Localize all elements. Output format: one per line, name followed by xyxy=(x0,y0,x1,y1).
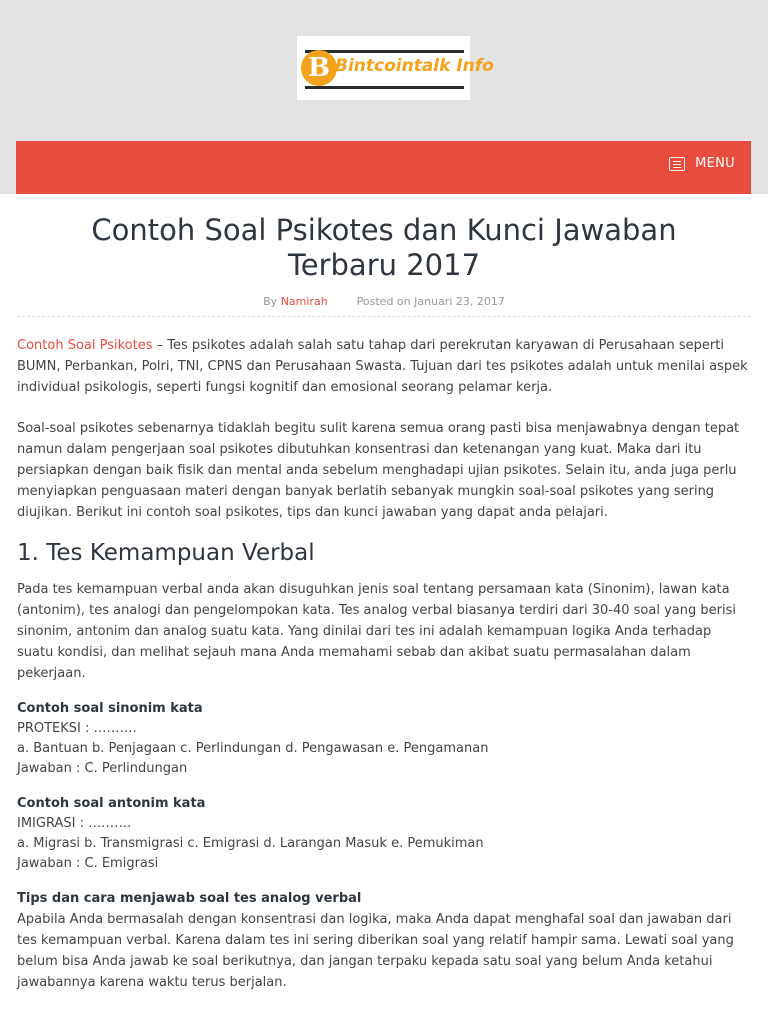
synonym-options: a. Bantuan b. Penjagaan c. Perlindungan d. Pengawasan e. Pengamanan xyxy=(17,741,489,756)
author-link[interactable]: Namirah xyxy=(280,295,328,308)
meta-divider xyxy=(17,316,751,317)
post-date[interactable]: Januari 23, 2017 xyxy=(414,295,505,308)
article-body xyxy=(17,335,751,993)
menu-button[interactable] xyxy=(669,156,735,171)
verbal-paragraph: Pada tes kemampuan verbal anda akan disuguhkan jenis soal tentang persamaan kata (Sinonim), lawan kata (antonim), tes analogi dan pengelompokan kata. Tes analog verbal biasanya terdiri dari 30-40 soal yang berisi sinonim, antonim dan analog suatu kata. Yang dinilai dari tes ini adalah kemampuan logika Anda terhadap suatu kondisi, dan melihat sejauh mana Anda memahami sebab dan akibat suatu permasalahan dalam pekerjaan. xyxy=(17,582,736,681)
antonym-options: a. Migrasi b. Transmigrasi c. Emigrasi d. Larangan Masuk e. Pemukiman xyxy=(17,836,484,851)
article-title: Contoh Soal Psikotes dan Kunci Jawaban Terbaru 2017 xyxy=(91,213,677,282)
post-meta xyxy=(17,295,751,308)
by-label: By xyxy=(263,295,278,308)
logo-stripe-bottom xyxy=(305,86,464,89)
article xyxy=(16,194,751,1024)
antonym-question: IMIGRASI : ………. xyxy=(17,816,132,831)
tips-paragraph: Apabila Anda bermasalah dengan konsentrasi dan logika, maka Anda dapat menghafal soal dan jawaban dari tes kemampuan verbal. Karena dalam tes ini sering diberikan soal yang relatif hampir sama. Lewati soal yang belum bisa Anda jawab ke soal berikutnya, dan jangan terpaku kepada satu soal yang belum Anda ketahui jawabannya karena waktu terus berjalan. xyxy=(17,912,734,990)
synonym-question: PROTEKSI : ………. xyxy=(17,721,137,736)
menu-list-icon xyxy=(669,157,685,171)
site-logo[interactable] xyxy=(297,36,494,100)
bitcoin-logo-icon: B xyxy=(301,50,337,86)
intro-paragraph xyxy=(17,335,751,398)
antonym-heading: Contoh soal antonim kata xyxy=(17,796,206,811)
intro-text: – Tes psikotes adalah salah satu tahap dari perekrutan karyawan di Perusahaan seperti BUMN, Perbankan, Polri, TNI, CPNS dan Perusahaan Swasta. Tujuan dari tes psikotes adalah untuk menilai aspek individual psikologis, seperti fungsi kognitif dan emosional seorang pelamar kerja. xyxy=(17,338,748,395)
posted-label: Posted on xyxy=(356,295,411,308)
tips-heading: Tips dan cara menjawab soal tes analog verbal xyxy=(17,891,362,906)
section-heading-verbal: 1. Tes Kemampuan Verbal xyxy=(17,540,315,566)
nav-bar xyxy=(16,141,751,194)
antonym-answer: Jawaban : C. Emigrasi xyxy=(17,856,159,871)
synonym-heading: Contoh soal sinonim kata xyxy=(17,701,203,716)
intro-link[interactable]: Contoh Soal Psikotes xyxy=(17,338,153,353)
paragraph-2: Soal-soal psikotes sebenarnya tidaklah begitu sulit karena semua orang pasti bisa menjawabnya dengan tepat namun dalam pengerjaan soal psikotes dibutuhkan konsentrasi dan ketenangan yang kuat. Maka dari itu persiapkan dengan baik fisik dan mental anda sebelum menghadapi ujian psikotes. Selain itu, anda juga perlu menyiapkan penguasaan materi dengan banyak berlatih sebanyak mungkin soal-soal psikotes yang sering diujikan. Berikut ini contoh soal psikotes, tips dan kunci jawaban yang dapat anda pelajari. xyxy=(17,421,740,520)
menu-label: MENU xyxy=(695,156,735,171)
logo-wordmark: Bintcointalk Info xyxy=(335,56,494,76)
synonym-answer: Jawaban : C. Perlindungan xyxy=(17,761,188,776)
